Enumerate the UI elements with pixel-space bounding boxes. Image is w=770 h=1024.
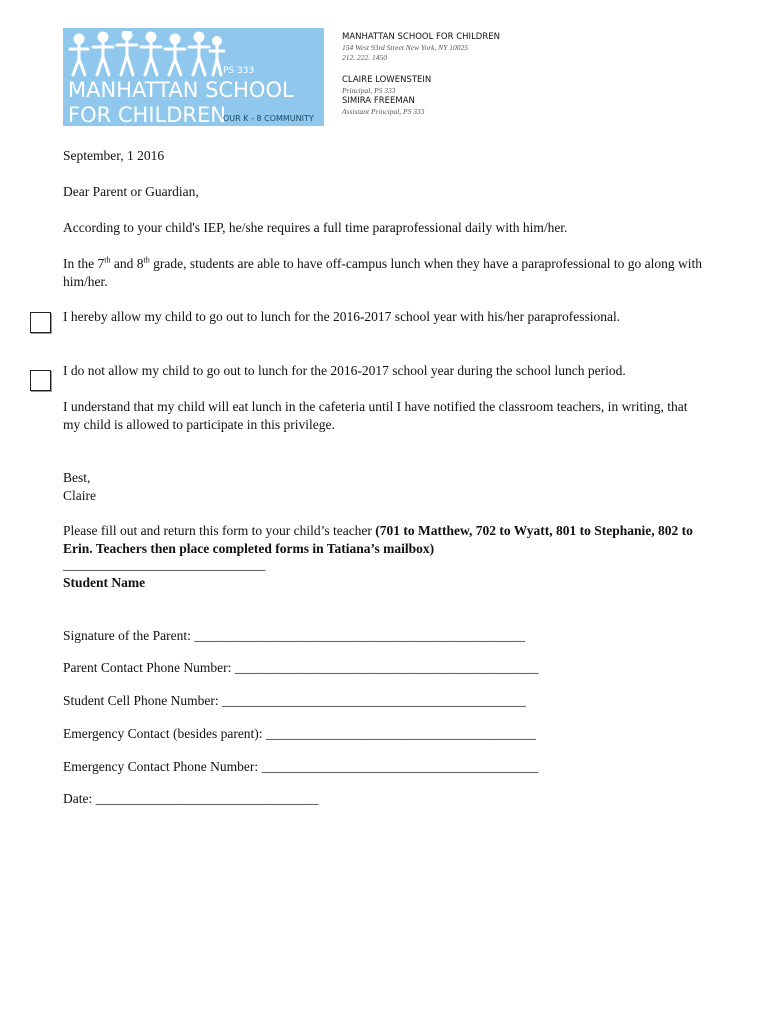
paragraph-understand: I understand that my child will eat lunch in the cafeteria until I have notified the classroom teachers, in writing, that my child is allowed to participate in this privilege. <box>63 399 688 432</box>
school-logo <box>63 28 324 126</box>
principal-name: CLAIRE LOWENSTEIN <box>342 75 432 85</box>
student-name-line[interactable]: ______________________________ <box>63 557 266 572</box>
logo-line1: MANHATTAN SCHOOL <box>68 78 294 102</box>
allow-checkbox[interactable] <box>30 312 51 333</box>
children-figures-icon <box>67 31 227 79</box>
field-emergency-contact[interactable]: Emergency Contact (besides parent): ________________________________________ <box>63 726 536 741</box>
letterhead <box>342 32 500 117</box>
school-name: MANHATTAN SCHOOL FOR CHILDREN <box>342 32 500 42</box>
logo-badge: PS 333 <box>223 66 255 76</box>
school-address: 154 West 93rd Street New York, NY 10025 <box>342 43 468 52</box>
logo-line2: FOR CHILDREN <box>68 103 226 126</box>
field-date[interactable]: Date: _________________________________ <box>63 791 319 806</box>
logo-tagline: OUR K - 8 COMMUNITY <box>223 114 314 123</box>
assistant-name: SIMIRA FREEMAN <box>342 96 415 106</box>
field-emergency-phone[interactable]: Emergency Contact Phone Number: _________________________________________ <box>63 759 539 774</box>
option-deny: I do not allow my child to go out to lunch for the 2016-2017 school year during the school lunch period. <box>63 363 626 378</box>
principal-title: Principal, PS 333 <box>342 86 396 95</box>
greeting: Dear Parent or Guardian, <box>63 184 199 199</box>
student-name-label: Student Name <box>63 575 146 590</box>
option-allow: I hereby allow my child to go out to lunch for the 2016-2017 school year with his/her paraprofessional. <box>63 309 621 324</box>
school-phone: 212. 222. 1450 <box>342 53 387 62</box>
return-instruction: Please fill out and return this form to your child’s teacher (701 to Matthew, 702 to Wyatt, 801 to Stephanie, 802 to Erin. Teachers then place completed forms in Tatiana’s mailbox) <box>63 523 693 556</box>
closing: Best, <box>63 470 91 485</box>
field-parent-signature[interactable]: Signature of the Parent: _________________________________________________ <box>63 628 525 643</box>
letter-date: September, 1 2016 <box>63 148 165 163</box>
paragraph-iep: According to your child's IEP, he/she requires a full time paraprofessional daily with him/her. <box>63 220 568 235</box>
field-parent-phone[interactable]: Parent Contact Phone Number: _____________________________________________ <box>63 660 539 675</box>
assistant-title: Assistant Principal, PS 333 <box>342 107 425 116</box>
signer: Claire <box>63 488 96 503</box>
paragraph-grades: In the 7th and 8th grade, students are able to have off-campus lunch when they have a paraprofessional to go along with him/her. <box>63 255 703 289</box>
field-student-cell[interactable]: Student Cell Phone Number: _____________________________________________ <box>63 693 526 708</box>
deny-checkbox[interactable] <box>30 370 51 391</box>
